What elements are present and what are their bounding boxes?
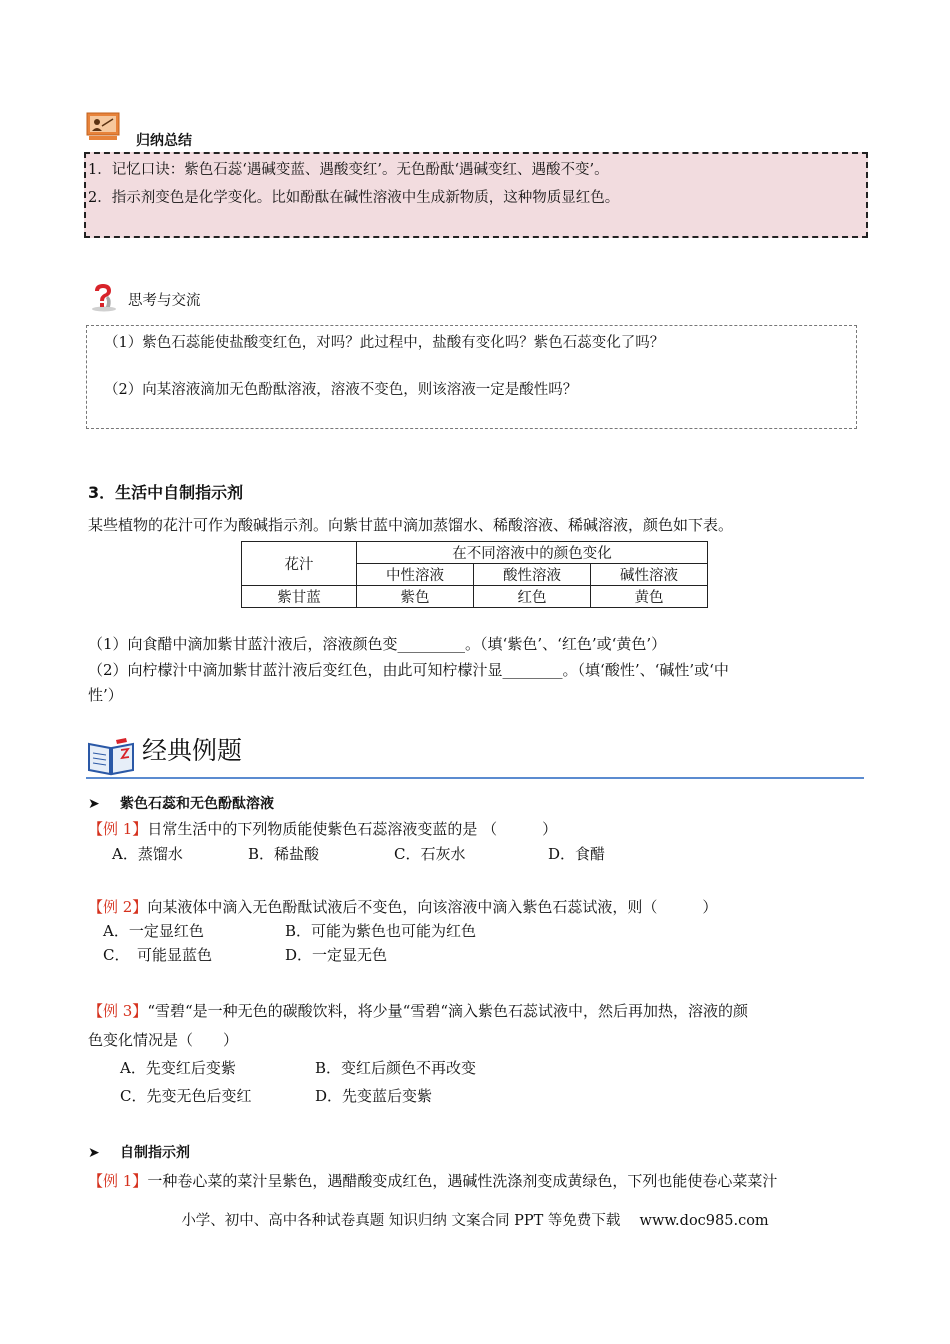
section-intro: 某些植物的花汁可作为酸碱指示剂。向紫甘蓝中滴加蒸馏水、稀酸溶液、稀碱溶液，颜色如下表。 [88,516,734,534]
example-tag: 【例 1】 [88,820,148,838]
table-corner: 花汁 [242,542,357,586]
indicator-color-table [241,541,708,608]
example-tag: 【例 1】 [88,1172,148,1190]
summary-box [84,152,868,238]
arrow-bullet-icon: ➤ [88,796,100,812]
question-2-cont: 性’） [88,686,123,704]
example-stem: 日常生活中的下列物质能使紫色石蕊溶液变蓝的是 （ ） [147,820,558,838]
example-2 [88,896,717,918]
title-divider [86,777,864,779]
topic-heading-2 [88,1142,190,1164]
example-3-option-c: C．先变无色后变红 [120,1087,252,1105]
topic-heading-2-text: 自制指示剂 [120,1145,190,1161]
example-tag: 【例 3】 [88,1002,148,1020]
table-col-acid: 酸性溶液 [474,564,591,586]
arrow-bullet-icon: ➤ [88,1145,100,1161]
example-1-option-d: D．食醋 [548,845,606,863]
classic-examples-title: 经典例题 [142,736,243,765]
example-stem: “雪碧“是一种无色的碳酸饮料，将少量“雪碧“滴入紫色石蕊试液中，然后再加热，溶液的颜 [147,1002,748,1020]
example-stem: 一种卷心菜的菜汁呈紫色，遇醋酸变成红色，遇碱性洗涤剂变成黄绿色，下列也能使卷心菜菜汁 [147,1172,778,1190]
summary-line-2: 2．指示剂变色是化学变化。比如酚酞在碱性溶液中生成新物质，这种物质显红色。 [88,190,620,206]
table-row-label: 紫甘蓝 [242,586,357,608]
example-1-option-c: C．石灰水 [394,845,466,863]
think-box [86,325,857,429]
example-1 [88,818,557,840]
example-2-option-b: B．可能为紫色也可能为红色 [285,922,477,940]
example-3-option-b: B．变红后颜色不再改变 [315,1059,477,1077]
example-2-option-c: C． 可能显蓝色 [103,946,212,964]
topic-heading-1 [88,793,274,815]
example-1-option-a: A．蒸馏水 [112,845,183,863]
example-tag: 【例 2】 [88,898,148,916]
open-book-icon [86,736,136,776]
table-cell-base: 黄色 [591,586,708,608]
topic-heading-1-text: 紫色石蕊和无色酚酞溶液 [120,796,274,812]
page-footer: 小学、初中、高中各种试卷真题 知识归纳 文案合同 PPT 等免费下载 www.doc985.com [181,1213,769,1229]
teacher-icon [86,112,120,142]
think-title: 思考与交流 [128,293,201,309]
example-4 [88,1170,777,1192]
section-heading: 3．生活中自制指示剂 [88,483,244,502]
example-3 [88,1000,748,1022]
think-question-2: （2）向某溶液滴加无色酚酞溶液，溶液不变色，则该溶液一定是酸性吗？ [104,382,578,398]
table-cell-acid: 红色 [474,586,591,608]
table-cell-neutral: 紫色 [357,586,474,608]
summary-line-1: 1．记忆口诀：紫色石蕊‘遇碱变蓝、遇酸变红’。无色酚酞‘遇碱变红、遇酸不变’。 [88,162,609,178]
table-col-neutral: 中性溶液 [357,564,474,586]
question-mark-icon [88,282,118,312]
think-question-1: （1）紫色石蕊能使盐酸变红色，对吗？此过程中，盐酸有变化吗？紫色石蕊变化了吗？ [104,335,665,351]
example-3-stem-cont: 色变化情况是（ ） [88,1031,239,1049]
example-3-option-d: D．先变蓝后变紫 [315,1087,433,1105]
example-2-option-d: D．一定显无色 [285,946,388,964]
example-stem: 向某液体中滴入无色酚酞试液后不变色，向该溶液中滴入紫色石蕊试液，则（ ） [147,898,718,916]
example-3-option-a: A．先变红后变紫 [120,1059,236,1077]
example-1-option-b: B．稀盐酸 [248,845,320,863]
example-2-option-a: A．一定显红色 [103,922,204,940]
table-group-header: 在不同溶液中的颜色变化 [357,542,708,564]
table-col-base: 碱性溶液 [591,564,708,586]
question-1: （1）向食醋中滴加紫甘蓝汁液后，溶液颜色变_________。（填‘紫色’、‘红色’或‘黄色’） [88,635,667,653]
question-2: （2）向柠檬汁中滴加紫甘蓝汁液后变红色，由此可知柠檬汁显________。（填‘酸性’、‘碱性’或‘中 [88,661,729,679]
summary-title: 归纳总结 [136,133,192,149]
